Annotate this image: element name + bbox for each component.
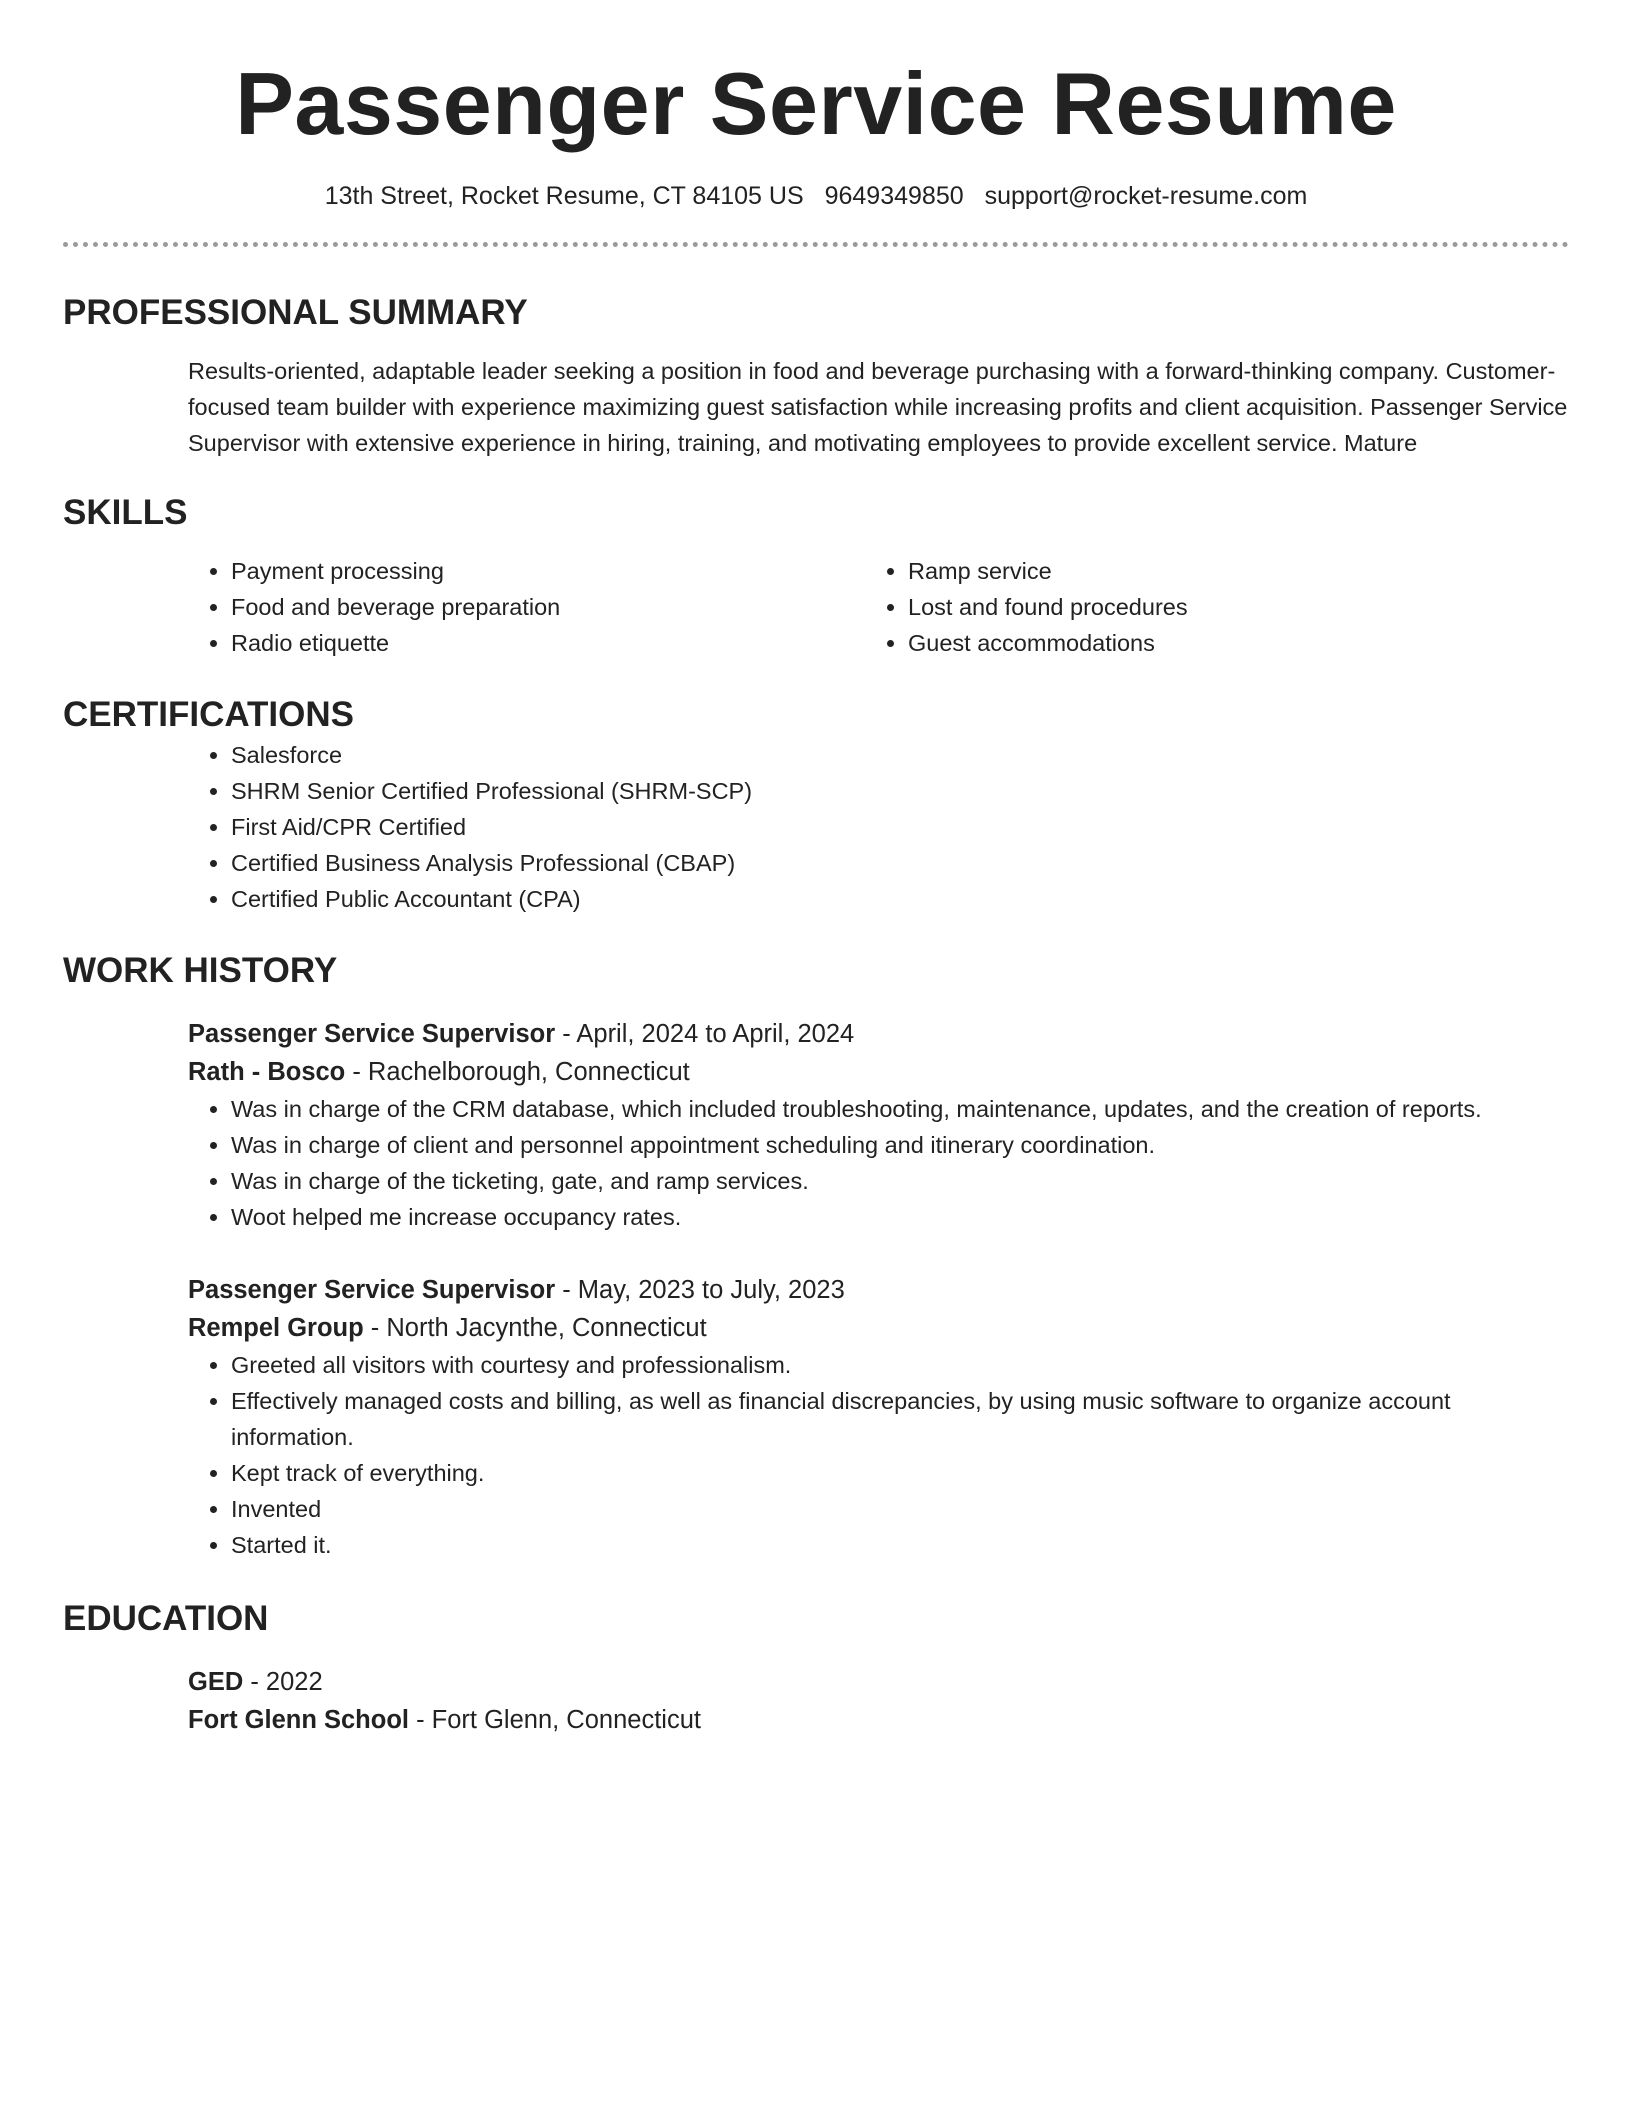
- job-company: Rempel Group: [188, 1314, 364, 1342]
- header-divider: [63, 242, 1569, 247]
- job-role: Passenger Service Supervisor: [188, 1276, 556, 1304]
- certification-item: • Salesforce: [231, 737, 1569, 773]
- work-history-section: [63, 1015, 1569, 1563]
- job-title-line: [188, 1015, 1569, 1053]
- work-history-heading: WORK HISTORY: [63, 951, 338, 990]
- certification-item: • Certified Public Accountant (CPA): [231, 881, 1569, 917]
- job-entry: [188, 1271, 1569, 1563]
- job-duty: • Woot helped me increase occupancy rates.: [231, 1199, 1569, 1235]
- education-school-line: [188, 1701, 1569, 1739]
- certification-item: • SHRM Senior Certified Professional (SHRM-SCP): [231, 773, 1569, 809]
- job-duty: • Was in charge of the CRM database, which included troubleshooting, maintenance, updates, and the creation of reports.: [231, 1091, 1569, 1127]
- job-duty: • Effectively managed costs and billing, as well as financial discrepancies, by using music software to organize account information.: [231, 1383, 1569, 1455]
- education-location: - Fort Glenn, Connecticut: [409, 1706, 701, 1734]
- job-duty: • Was in charge of client and personnel appointment scheduling and itinerary coordination.: [231, 1127, 1569, 1163]
- skills-grid: [188, 553, 1569, 661]
- job-dates: - April, 2024 to April, 2024: [555, 1020, 855, 1048]
- job-duty: • Invented: [231, 1491, 1569, 1527]
- certification-item: • First Aid/CPR Certified: [231, 809, 1569, 845]
- job-location: - Rachelborough, Connecticut: [345, 1058, 690, 1086]
- skill-item: • Payment processing: [231, 553, 865, 589]
- contact-phone: 9649349850: [824, 182, 964, 210]
- education-section: [63, 1663, 1569, 1739]
- job-title-line: [188, 1271, 1569, 1309]
- job-duty: • Was in charge of the ticketing, gate, and ramp services.: [231, 1163, 1569, 1199]
- summary-text: Results-oriented, adaptable leader seeking a position in food and beverage purchasing with a forward-thinking company. Customer-focused team builder with experience maximizing guest satisfaction while increasing profits and client acquisition. Passenger Service Supervisor with extensive experience in hiring, training, and motivating employees to provide excellent service. Mature: [188, 358, 1568, 456]
- job-duty: • Started it.: [231, 1527, 1569, 1563]
- job-duties-list: [188, 1347, 1569, 1563]
- education-degree-line: [188, 1663, 1569, 1701]
- contact-line: [63, 180, 1569, 212]
- skills-column-left: [188, 553, 865, 661]
- job-company: Rath - Bosco: [188, 1058, 346, 1086]
- skill-item: • Lost and found procedures: [908, 589, 1542, 625]
- job-duties-list: [188, 1091, 1569, 1235]
- skill-item: • Food and beverage preparation: [231, 589, 865, 625]
- education-school: Fort Glenn School: [188, 1706, 409, 1734]
- resume-header: [63, 0, 1569, 212]
- skill-item: • Ramp service: [908, 553, 1542, 589]
- job-location: - North Jacynthe, Connecticut: [363, 1314, 707, 1342]
- job-dates: - May, 2023 to July, 2023: [555, 1276, 845, 1304]
- job-duty: • Kept track of everything.: [231, 1455, 1569, 1491]
- certifications-list: [188, 737, 1569, 917]
- skill-item: • Radio etiquette: [231, 625, 865, 661]
- skills-section: [63, 553, 1569, 661]
- job-role: Passenger Service Supervisor: [188, 1020, 556, 1048]
- education-entry: [188, 1663, 1569, 1739]
- resume-title: Passenger Service Resume: [235, 54, 1397, 153]
- certifications-section: [63, 737, 1569, 917]
- education-heading: EDUCATION: [63, 1599, 269, 1638]
- contact-email: support@rocket-resume.com: [984, 182, 1308, 210]
- summary-heading: PROFESSIONAL SUMMARY: [63, 293, 528, 332]
- certification-item: • Certified Business Analysis Professional (CBAP): [231, 845, 1569, 881]
- education-degree: GED: [188, 1668, 244, 1696]
- job-company-line: [188, 1309, 1569, 1347]
- certifications-heading: CERTIFICATIONS: [63, 695, 355, 734]
- summary-section: [63, 353, 1569, 461]
- contact-address: 13th Street, Rocket Resume, CT 84105 US: [324, 182, 804, 210]
- job-duty: • Greeted all visitors with courtesy and professionalism.: [231, 1347, 1569, 1383]
- education-year: - 2022: [243, 1668, 323, 1696]
- skill-item: • Guest accommodations: [908, 625, 1542, 661]
- skills-heading: SKILLS: [63, 493, 188, 532]
- job-company-line: [188, 1053, 1569, 1091]
- skills-column-right: [865, 553, 1542, 661]
- job-entry: [188, 1015, 1569, 1235]
